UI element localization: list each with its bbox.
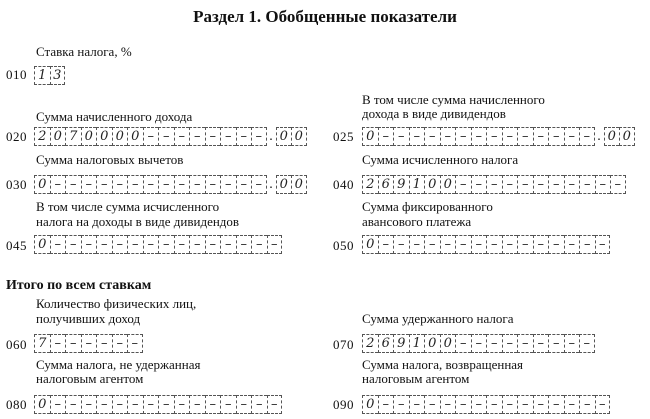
char-cell[interactable]: – bbox=[471, 334, 487, 353]
char-cell[interactable]: 0 bbox=[127, 127, 143, 146]
char-cell[interactable]: – bbox=[564, 175, 580, 194]
char-cell[interactable]: – bbox=[112, 395, 128, 414]
char-cell[interactable]: – bbox=[595, 235, 611, 254]
field-070-label: Сумма удержанного налога bbox=[362, 311, 514, 326]
char-cell[interactable]: – bbox=[564, 334, 580, 353]
field-025-cells[interactable] bbox=[362, 127, 635, 146]
decimal-cell[interactable]: 0 bbox=[291, 175, 307, 194]
char-cell[interactable]: – bbox=[112, 175, 128, 194]
field-060-code: 060 bbox=[6, 337, 27, 352]
char-cell[interactable]: – bbox=[220, 175, 236, 194]
char-cell[interactable]: – bbox=[533, 395, 549, 414]
decimal-point: . bbox=[269, 177, 273, 192]
char-cell[interactable]: – bbox=[548, 175, 564, 194]
field-080-code: 080 bbox=[6, 397, 27, 412]
char-cell[interactable]: – bbox=[189, 395, 205, 414]
char-cell[interactable]: – bbox=[455, 395, 471, 414]
char-cell[interactable]: – bbox=[517, 334, 533, 353]
char-cell[interactable]: – bbox=[424, 395, 440, 414]
char-cell[interactable]: 9 bbox=[393, 175, 409, 194]
char-cell[interactable]: – bbox=[143, 395, 159, 414]
char-cell[interactable]: – bbox=[205, 395, 221, 414]
char-cell[interactable]: – bbox=[455, 127, 471, 146]
char-cell[interactable]: – bbox=[251, 395, 267, 414]
char-cell[interactable]: 0 bbox=[424, 334, 440, 353]
field-080-cells[interactable] bbox=[34, 395, 282, 414]
char-cell[interactable]: – bbox=[440, 127, 456, 146]
char-cell[interactable]: – bbox=[81, 395, 97, 414]
char-cell[interactable]: – bbox=[267, 395, 283, 414]
field-030-code: 030 bbox=[6, 177, 27, 192]
field-070-code: 070 bbox=[333, 337, 354, 352]
char-cell[interactable]: – bbox=[533, 127, 549, 146]
char-cell[interactable]: – bbox=[378, 235, 394, 254]
char-cell[interactable]: – bbox=[455, 235, 471, 254]
char-cell[interactable]: – bbox=[486, 235, 502, 254]
char-cell[interactable]: – bbox=[393, 235, 409, 254]
char-cell[interactable]: – bbox=[548, 395, 564, 414]
char-cell[interactable]: – bbox=[174, 175, 190, 194]
char-cell[interactable]: – bbox=[579, 175, 595, 194]
char-cell[interactable]: – bbox=[205, 175, 221, 194]
char-cell[interactable]: – bbox=[502, 175, 518, 194]
field-060-cells[interactable] bbox=[34, 334, 143, 353]
char-cell[interactable]: – bbox=[81, 334, 97, 353]
char-cell[interactable]: 1 bbox=[409, 175, 425, 194]
char-cell[interactable]: 1 bbox=[34, 66, 50, 85]
char-cell[interactable]: – bbox=[127, 235, 143, 254]
char-cell[interactable]: – bbox=[143, 175, 159, 194]
char-cell[interactable]: – bbox=[424, 235, 440, 254]
char-cell[interactable]: – bbox=[564, 127, 580, 146]
char-cell[interactable]: – bbox=[486, 127, 502, 146]
char-cell[interactable]: – bbox=[65, 175, 81, 194]
char-cell[interactable]: – bbox=[595, 395, 611, 414]
decimal-cell[interactable]: 0 bbox=[276, 127, 292, 146]
char-cell[interactable]: – bbox=[486, 334, 502, 353]
field-030-cells[interactable] bbox=[34, 175, 307, 194]
decimal-cell[interactable]: 0 bbox=[604, 127, 620, 146]
char-cell[interactable]: – bbox=[158, 235, 174, 254]
field-010-code: 010 bbox=[6, 67, 27, 82]
field-010-label: Ставка налога, % bbox=[36, 44, 132, 59]
char-cell[interactable]: – bbox=[251, 175, 267, 194]
char-cell[interactable]: – bbox=[533, 334, 549, 353]
char-cell[interactable]: – bbox=[127, 175, 143, 194]
char-cell[interactable]: – bbox=[220, 235, 236, 254]
field-060-label-line-2: получивших доход bbox=[36, 311, 141, 326]
char-cell[interactable]: – bbox=[424, 127, 440, 146]
char-cell[interactable]: – bbox=[96, 235, 112, 254]
char-cell[interactable]: – bbox=[502, 235, 518, 254]
char-cell[interactable]: 0 bbox=[440, 175, 456, 194]
char-cell[interactable]: – bbox=[220, 127, 236, 146]
char-cell[interactable]: – bbox=[471, 395, 487, 414]
char-cell[interactable]: 6 bbox=[378, 334, 394, 353]
field-010-cells[interactable] bbox=[34, 66, 65, 85]
field-045-code: 045 bbox=[6, 238, 27, 253]
char-cell[interactable]: – bbox=[65, 235, 81, 254]
char-cell[interactable]: – bbox=[455, 175, 471, 194]
form-section-title: Раздел 1. Обобщенные показатели bbox=[193, 7, 457, 26]
char-cell[interactable]: – bbox=[486, 395, 502, 414]
char-cell[interactable]: 6 bbox=[378, 175, 394, 194]
char-cell[interactable]: 0 bbox=[50, 127, 66, 146]
char-cell[interactable]: – bbox=[158, 127, 174, 146]
char-cell[interactable]: – bbox=[96, 175, 112, 194]
char-cell[interactable]: – bbox=[455, 334, 471, 353]
char-cell[interactable]: – bbox=[96, 334, 112, 353]
char-cell[interactable]: – bbox=[251, 235, 267, 254]
char-cell[interactable]: 0 bbox=[362, 235, 378, 254]
char-cell[interactable]: 9 bbox=[393, 334, 409, 353]
field-020-cells[interactable] bbox=[34, 127, 307, 146]
char-cell[interactable]: – bbox=[174, 127, 190, 146]
char-cell[interactable]: – bbox=[112, 334, 128, 353]
char-cell[interactable]: 0 bbox=[362, 395, 378, 414]
decimal-point: . bbox=[269, 129, 273, 144]
char-cell[interactable]: 2 bbox=[34, 127, 50, 146]
char-cell[interactable]: – bbox=[236, 395, 252, 414]
char-cell[interactable]: – bbox=[50, 395, 66, 414]
char-cell[interactable]: – bbox=[440, 395, 456, 414]
char-cell[interactable]: – bbox=[502, 395, 518, 414]
char-cell[interactable]: – bbox=[409, 235, 425, 254]
char-cell[interactable]: – bbox=[189, 235, 205, 254]
char-cell[interactable]: – bbox=[174, 395, 190, 414]
char-cell[interactable]: – bbox=[471, 175, 487, 194]
field-050-cells[interactable] bbox=[362, 235, 610, 254]
char-cell[interactable]: – bbox=[502, 127, 518, 146]
char-cell[interactable]: – bbox=[81, 175, 97, 194]
char-cell[interactable]: 0 bbox=[34, 395, 50, 414]
char-cell[interactable]: 2 bbox=[362, 334, 378, 353]
char-cell[interactable]: – bbox=[548, 127, 564, 146]
char-cell[interactable]: 1 bbox=[409, 334, 425, 353]
char-cell[interactable]: – bbox=[533, 235, 549, 254]
char-cell[interactable]: – bbox=[393, 127, 409, 146]
field-020-code: 020 bbox=[6, 129, 27, 144]
char-cell[interactable]: – bbox=[158, 395, 174, 414]
field-050-label-line-1: Сумма фиксированного bbox=[362, 199, 493, 214]
char-cell[interactable]: – bbox=[158, 175, 174, 194]
char-cell[interactable]: – bbox=[378, 127, 394, 146]
char-cell[interactable]: 0 bbox=[424, 175, 440, 194]
char-cell[interactable]: – bbox=[610, 175, 626, 194]
char-cell[interactable]: 2 bbox=[362, 175, 378, 194]
char-cell[interactable]: – bbox=[517, 235, 533, 254]
char-cell[interactable]: 0 bbox=[112, 127, 128, 146]
char-cell[interactable]: – bbox=[65, 334, 81, 353]
field-025-label-line-2: дохода в виде дивидендов bbox=[362, 106, 506, 121]
char-cell[interactable]: – bbox=[50, 334, 66, 353]
char-cell[interactable]: 0 bbox=[34, 175, 50, 194]
char-cell[interactable]: – bbox=[393, 395, 409, 414]
char-cell[interactable]: – bbox=[517, 127, 533, 146]
char-cell[interactable]: – bbox=[189, 127, 205, 146]
char-cell[interactable]: – bbox=[267, 235, 283, 254]
char-cell[interactable]: – bbox=[143, 235, 159, 254]
char-cell[interactable]: – bbox=[236, 235, 252, 254]
char-cell[interactable]: – bbox=[205, 235, 221, 254]
char-cell[interactable]: – bbox=[127, 334, 143, 353]
char-cell[interactable]: – bbox=[517, 175, 533, 194]
field-060-label-line-1: Количество физических лиц, bbox=[36, 296, 197, 311]
char-cell[interactable]: – bbox=[471, 127, 487, 146]
char-cell[interactable]: – bbox=[236, 175, 252, 194]
field-090-code: 090 bbox=[333, 397, 354, 412]
field-070-cells[interactable] bbox=[362, 334, 595, 353]
char-cell[interactable]: – bbox=[174, 235, 190, 254]
char-cell[interactable]: 7 bbox=[34, 334, 50, 353]
char-cell[interactable]: – bbox=[564, 395, 580, 414]
char-cell[interactable]: – bbox=[81, 235, 97, 254]
char-cell[interactable]: 0 bbox=[440, 334, 456, 353]
field-045-cells[interactable] bbox=[34, 235, 282, 254]
char-cell[interactable]: – bbox=[579, 235, 595, 254]
char-cell[interactable]: – bbox=[127, 395, 143, 414]
decimal-cell[interactable]: 0 bbox=[276, 175, 292, 194]
char-cell[interactable]: – bbox=[548, 235, 564, 254]
char-cell[interactable]: 3 bbox=[50, 66, 66, 85]
char-cell[interactable]: – bbox=[548, 334, 564, 353]
char-cell[interactable]: – bbox=[502, 334, 518, 353]
char-cell[interactable]: – bbox=[50, 175, 66, 194]
char-cell[interactable]: 0 bbox=[81, 127, 97, 146]
char-cell[interactable]: – bbox=[205, 127, 221, 146]
char-cell[interactable]: – bbox=[236, 127, 252, 146]
char-cell[interactable]: – bbox=[65, 395, 81, 414]
char-cell[interactable]: 0 bbox=[362, 127, 378, 146]
field-050-label-line-2: авансового платежа bbox=[362, 214, 472, 229]
char-cell[interactable]: – bbox=[112, 235, 128, 254]
field-045-label-line-2: налога на доходы в виде дивидендов bbox=[36, 214, 240, 229]
char-cell[interactable]: – bbox=[579, 395, 595, 414]
field-020-label: Сумма начисленного дохода bbox=[36, 109, 193, 124]
field-040-label: Сумма исчисленного налога bbox=[362, 152, 519, 167]
char-cell[interactable]: – bbox=[440, 235, 456, 254]
char-cell[interactable]: – bbox=[533, 175, 549, 194]
char-cell[interactable]: – bbox=[579, 127, 595, 146]
field-090-label-line-2: налоговым агентом bbox=[362, 371, 470, 386]
section-total-heading: Итого по всем ставкам bbox=[6, 278, 152, 293]
char-cell[interactable]: – bbox=[517, 395, 533, 414]
field-090-label-line-1: Сумма налога, возвращенная bbox=[362, 357, 524, 372]
char-cell[interactable]: – bbox=[471, 235, 487, 254]
field-040-code: 040 bbox=[333, 177, 354, 192]
char-cell[interactable]: – bbox=[251, 127, 267, 146]
field-045-label-line-1: В том числе сумма исчисленного bbox=[36, 199, 220, 214]
field-025-label-line-1: В том числе сумма начисленного bbox=[362, 92, 545, 107]
field-025-code: 025 bbox=[333, 129, 354, 144]
char-cell[interactable]: – bbox=[96, 395, 112, 414]
field-030-label: Сумма налоговых вычетов bbox=[36, 152, 184, 167]
char-cell[interactable]: – bbox=[50, 235, 66, 254]
field-040-cells[interactable] bbox=[362, 175, 626, 194]
char-cell[interactable]: – bbox=[409, 127, 425, 146]
char-cell[interactable]: – bbox=[579, 334, 595, 353]
char-cell[interactable]: – bbox=[409, 395, 425, 414]
field-080-label-line-2: налоговым агентом bbox=[36, 371, 144, 386]
char-cell[interactable]: 0 bbox=[96, 127, 112, 146]
char-cell[interactable]: – bbox=[143, 127, 159, 146]
char-cell[interactable]: 0 bbox=[34, 235, 50, 254]
decimal-cell[interactable]: 0 bbox=[619, 127, 635, 146]
char-cell[interactable]: – bbox=[220, 395, 236, 414]
char-cell[interactable]: – bbox=[378, 395, 394, 414]
char-cell[interactable]: 7 bbox=[65, 127, 81, 146]
char-cell[interactable]: – bbox=[595, 175, 611, 194]
char-cell[interactable]: – bbox=[486, 175, 502, 194]
decimal-cell[interactable]: 0 bbox=[291, 127, 307, 146]
char-cell[interactable]: – bbox=[189, 175, 205, 194]
field-050-code: 050 bbox=[333, 238, 354, 253]
field-080-label-line-1: Сумма налога, не удержанная bbox=[36, 357, 201, 372]
decimal-point: . bbox=[597, 129, 601, 144]
field-090-cells[interactable] bbox=[362, 395, 610, 414]
char-cell[interactable]: – bbox=[564, 235, 580, 254]
